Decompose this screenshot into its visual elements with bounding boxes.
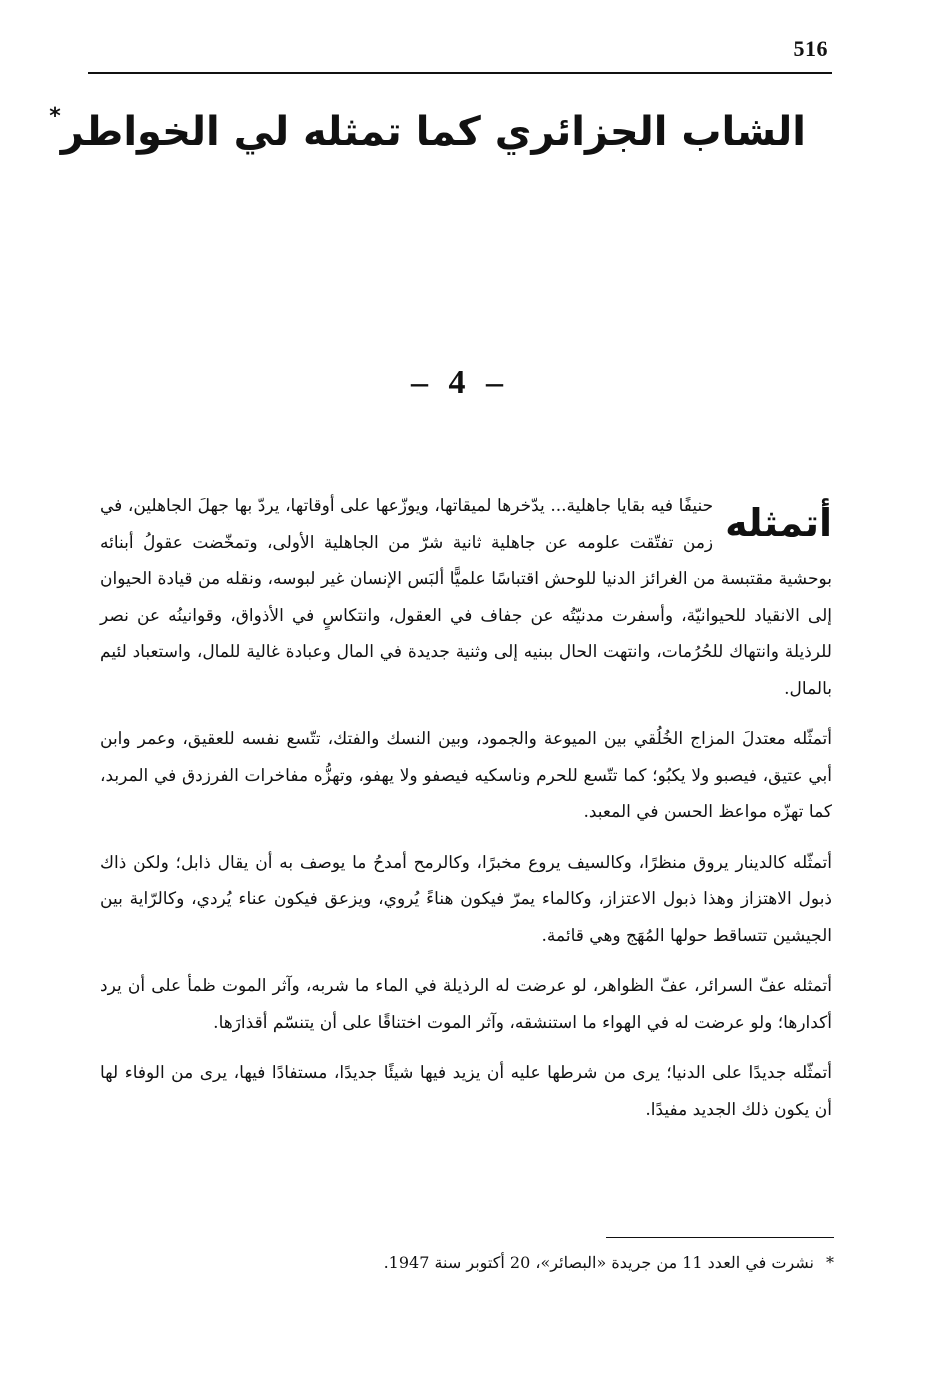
header-rule — [88, 72, 832, 74]
paragraph-4: أتمثله عفّ السرائر، عفّ الظواهر، لو عرضت له الرذيلة في الماء ما شربه، وآثر الموت ظمأ على أن يرد أكدارها؛ ولو عرضت له في الهواء ما استنشقه، وآثر الموت اختناقًا على أن يتنسّم أقذارَها. — [100, 976, 832, 1033]
footnote-marker: * — [826, 1253, 834, 1272]
footnote-text: نشرت في العدد 11 من جريدة «البصائر»، 20 أكتوبر سنة 1947. — [383, 1253, 814, 1272]
paragraph-1-text: حنيفًا فيه بقايا جاهلية... يدّخرها لميقاتها، ويوزّعها على أوقاتها، يردّ بها جهلَ الجاهلين، في زمن تفتّقت علومه عن جاهلية ثانية شرّ من الجاهلية الأولى، وتمخّضت عقولُ أبنائه بوحشية مقتبسة من الغرائز الدنيا للوحش اقتباسًا علميًّا ألبَس الإنسان غير لبوسه، ونقله من قيادة الحيوان إلى الانقياد للحيوانيّة، وأسفرت مدنيّتُه عن جفاف في العقول، وانتكاسٍ في الأذواق، وقوانينُه عن نصر للرذيلة وانتهاك للحُرُمات، وانتهت الحال ببنيه إلى وثنية جديدة في المال وعبادة غالية للمال، واستعباد لئيم بالمال. — [100, 496, 832, 699]
chapter-title-text: الشاب الجزائري كما تمثله لي الخواطر — [60, 109, 806, 155]
body-text — [100, 488, 832, 1142]
chapter-title — [49, 102, 806, 162]
paragraph-2: أتمثّله معتدلَ المزاج الخُلُقي بين الميوعة والجمود، وبين النسك والفتك، تتّسع نفسه للعقيق، وعمر وابن أبي عتيق، فيصبو ولا يكبُو؛ كما تتّسع للحرم وناسكيه فيصفو ولا يهفو، وتهزُّه مفاخرات الفرزدق في المربد، كما تهزّه مواعظ الحسن في المعبد. — [100, 729, 832, 822]
drop-word: أتمثله — [725, 501, 832, 545]
footnote — [114, 1248, 834, 1278]
paragraph-5: أتمثّله جديدًا على الدنيا؛ يرى من شرطها عليه أن يزيد فيها شيئًا جديدًا، مستفادًا فيها، يرى من الوفاء لها أن يكون ذلك الجديد مفيدًا. — [100, 1063, 832, 1120]
footnote-rule — [606, 1237, 834, 1238]
paragraph-3: أتمثّله كالدينار يروق منظرًا، وكالسيف يروع مخبرًا، وكالرمح أمدحُ ما يوصف به أن يقال ذابل؛ ولكن ذاك ذبول الاهتزاز وهذا ذبول الاعتزاز، وكالماء يمرّ فيكون هناءً يُروي، ويزعق فيكون عناء يُردي، وكالرّاية بين الجيشين تتساقط حولها المُهَج وهي قائمة. — [100, 852, 832, 946]
section-number: – 4 – — [411, 364, 509, 401]
page-number: 516 — [793, 36, 828, 61]
title-footnote-marker: * — [49, 104, 61, 129]
paragraph-1 — [100, 488, 832, 707]
